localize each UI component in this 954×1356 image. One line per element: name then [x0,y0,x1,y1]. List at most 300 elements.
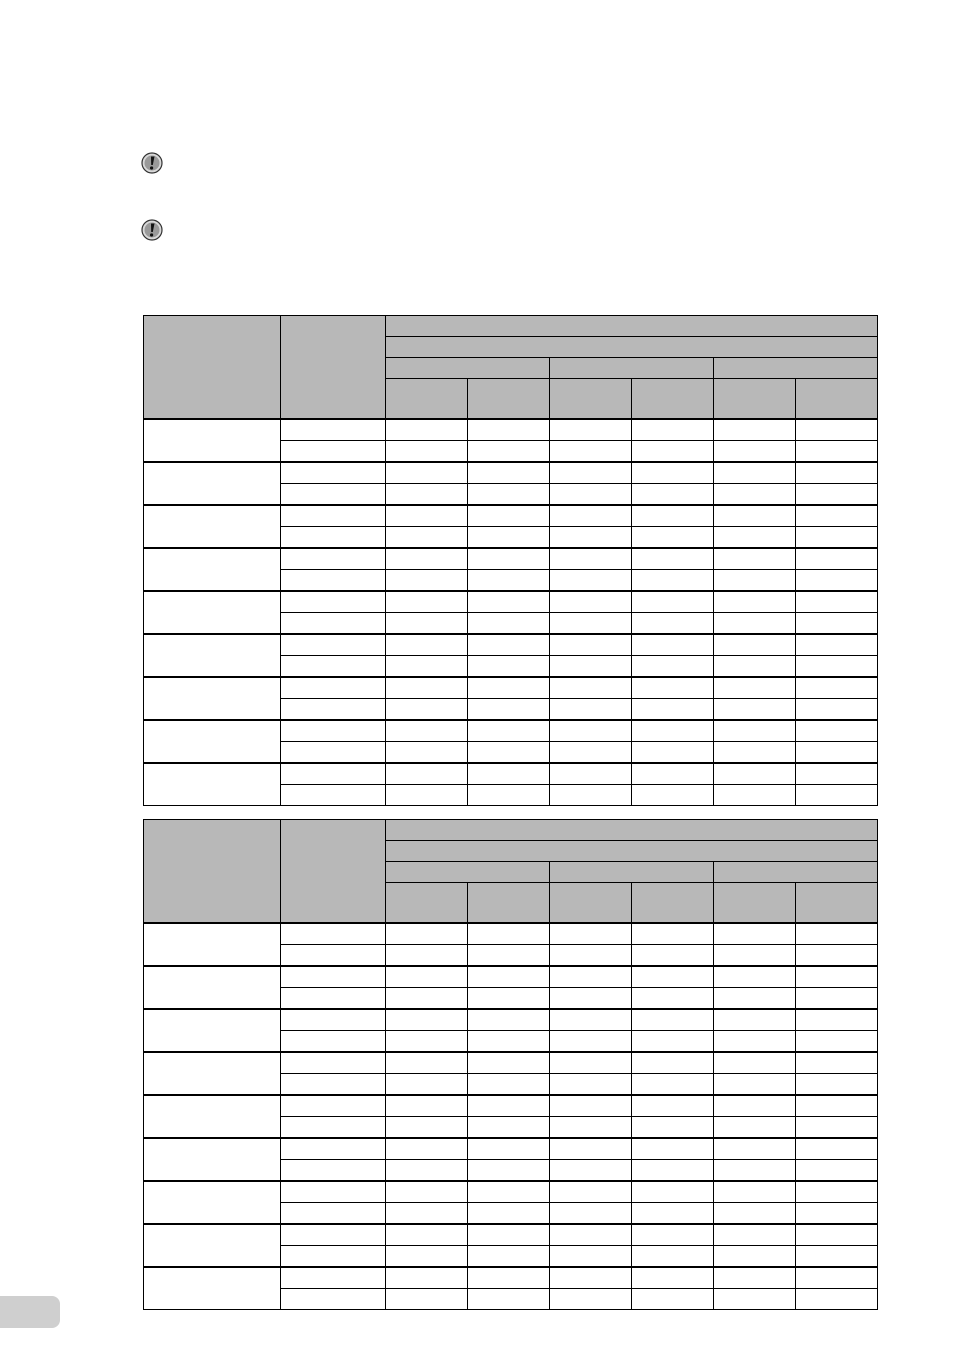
table-cell [632,1246,714,1268]
table-cell [550,548,632,570]
table-cell [386,1224,468,1246]
table-cell [468,1095,550,1117]
table-cell [386,1203,468,1225]
table-cell [714,945,796,967]
table-row [144,1224,878,1246]
table-cell [468,1052,550,1074]
table-cell [386,742,468,764]
table-cell [714,923,796,945]
table-cell [632,1138,714,1160]
header-leaf [796,883,878,924]
table-cell [468,945,550,967]
table-cell [632,1117,714,1139]
table-cell [714,1224,796,1246]
table-cell [386,1138,468,1160]
table-cell [632,1289,714,1310]
table-cell [468,1074,550,1096]
table-cell [550,945,632,967]
table-row [144,548,878,570]
table-cell [468,1224,550,1246]
table-cell [796,699,878,721]
table-row [144,1267,878,1289]
table-cell [386,1031,468,1053]
table-cell [386,1074,468,1096]
table-cell [386,656,468,678]
table-cell [714,677,796,699]
table-cell [386,945,468,967]
table-cell [386,548,468,570]
table-cell [386,1267,468,1289]
table-cell [386,505,468,527]
spec-table-2 [143,819,878,1310]
table-cell [386,966,468,988]
table-row [144,634,878,656]
table-cell [714,527,796,549]
table-row [144,720,878,742]
table-cell [632,570,714,592]
table-cell [714,699,796,721]
row-sub-label [281,1074,386,1096]
table-cell [550,923,632,945]
table-cell [550,720,632,742]
table-cell [468,441,550,463]
table-cell [796,419,878,441]
table-cell [714,1009,796,1031]
row-group-label [144,462,281,505]
table-cell [468,1203,550,1225]
row-sub-label [281,1203,386,1225]
table-cell [386,591,468,613]
header-leaf [632,379,714,420]
table-cell [632,1160,714,1182]
table-row [144,505,878,527]
table-cell [796,677,878,699]
header-sub-group [550,862,714,883]
table-cell [550,1031,632,1053]
table-row [144,763,878,785]
table-cell [550,1117,632,1139]
row-sub-label [281,548,386,570]
table-cell [796,484,878,506]
table-cell [632,1267,714,1289]
table-cell [468,527,550,549]
table-cell [796,527,878,549]
table-cell [468,613,550,635]
table-cell [468,1289,550,1310]
table-cell [714,742,796,764]
table-cell [550,988,632,1010]
table-cell [550,613,632,635]
table-cell [714,656,796,678]
header-leaf [714,379,796,420]
table-cell [796,945,878,967]
table-cell [796,785,878,806]
table-cell [632,763,714,785]
table-cell [550,1074,632,1096]
row-sub-label [281,1246,386,1268]
table-cell [796,763,878,785]
table-cell [714,484,796,506]
row-group-label [144,548,281,591]
row-sub-label [281,677,386,699]
table-cell [714,785,796,806]
row-sub-label [281,742,386,764]
table-cell [550,570,632,592]
table-cell [468,699,550,721]
row-sub-label [281,591,386,613]
table-cell [550,634,632,656]
row-sub-label [281,1117,386,1139]
table-cell [468,988,550,1010]
table-row [144,677,878,699]
table-cell [796,1074,878,1096]
table-cell [386,1009,468,1031]
table-cell [468,966,550,988]
header-leaf [796,379,878,420]
table-cell [632,1095,714,1117]
spec-table-1 [143,315,878,806]
table-cell [468,591,550,613]
header-leaf [468,883,550,924]
table-cell [468,1246,550,1268]
header-sub-group [714,358,878,379]
table-cell [550,742,632,764]
row-group-label [144,763,281,806]
table-cell [632,742,714,764]
table-cell [468,785,550,806]
table-cell [468,1009,550,1031]
table-cell [550,1289,632,1310]
row-group-label [144,677,281,720]
table-cell [796,1246,878,1268]
table-cell [632,677,714,699]
table-cell [468,1031,550,1053]
table-cell [796,591,878,613]
row-sub-label [281,419,386,441]
table-cell [714,613,796,635]
header-leaf [386,379,468,420]
header-sub-group [386,358,550,379]
table-cell [796,1138,878,1160]
table-cell [632,505,714,527]
header-group-1 [386,316,878,337]
header-leaf [468,379,550,420]
table-cell [386,1095,468,1117]
row-sub-label [281,1095,386,1117]
header-group-2 [386,337,878,358]
row-group-label [144,1224,281,1267]
row-group-label [144,1009,281,1052]
row-sub-label [281,1160,386,1182]
table-cell [632,1074,714,1096]
header-leaf [632,883,714,924]
row-sub-label [281,505,386,527]
table-cell [550,419,632,441]
header-col-a [144,820,281,924]
table-cell [550,966,632,988]
table-cell [796,1095,878,1117]
table-cell [468,763,550,785]
table-cell [796,1289,878,1310]
table-row [144,591,878,613]
table-cell [632,699,714,721]
table-cell [714,505,796,527]
table-cell [714,1289,796,1310]
row-group-label [144,505,281,548]
caution-icon [141,219,163,241]
table-cell [550,763,632,785]
table-cell [714,1031,796,1053]
table-cell [550,462,632,484]
table-cell [386,484,468,506]
table-cell [796,613,878,635]
table-cell [632,1224,714,1246]
table-cell [386,677,468,699]
table-cell [550,1052,632,1074]
table-cell [386,720,468,742]
table-cell [550,591,632,613]
table-cell [796,634,878,656]
table-cell [386,613,468,635]
table-cell [386,1246,468,1268]
table-cell [632,484,714,506]
table-cell [632,966,714,988]
table-row [144,966,878,988]
table-cell [714,441,796,463]
table-cell [386,570,468,592]
table-cell [714,1181,796,1203]
table-cell [632,441,714,463]
row-sub-label [281,720,386,742]
table-cell [386,634,468,656]
table-cell [796,1203,878,1225]
table-cell [468,720,550,742]
row-sub-label [281,570,386,592]
table-cell [550,1009,632,1031]
table-cell [796,742,878,764]
caution-icon [141,152,163,174]
table-cell [386,763,468,785]
table-cell [468,634,550,656]
table-cell [386,1160,468,1182]
table-cell [632,945,714,967]
table-cell [632,785,714,806]
header-sub-group [386,862,550,883]
row-sub-label [281,1289,386,1310]
row-sub-label [281,527,386,549]
table-cell [550,656,632,678]
table-cell [550,785,632,806]
table-cell [796,1052,878,1074]
table-cell [386,1052,468,1074]
row-group-label [144,1181,281,1224]
table-row [144,1052,878,1074]
table-cell [550,1160,632,1182]
table-cell [796,720,878,742]
row-sub-label [281,923,386,945]
table-cell [386,419,468,441]
table-cell [550,1138,632,1160]
table-cell [468,656,550,678]
table-cell [468,570,550,592]
table-cell [632,634,714,656]
table-cell [550,1095,632,1117]
table-cell [632,1052,714,1074]
table-cell [714,988,796,1010]
table-cell [796,966,878,988]
row-sub-label [281,1031,386,1053]
table-cell [714,763,796,785]
table-cell [632,462,714,484]
table-cell [714,720,796,742]
table-cell [632,419,714,441]
table-cell [714,462,796,484]
table-cell [714,1138,796,1160]
header-leaf [550,379,632,420]
table-cell [796,1160,878,1182]
row-sub-label [281,634,386,656]
table-cell [796,1009,878,1031]
table-cell [468,1138,550,1160]
table-cell [714,1246,796,1268]
row-sub-label [281,484,386,506]
row-sub-label [281,945,386,967]
table-cell [468,1117,550,1139]
table-cell [632,613,714,635]
row-sub-label [281,1052,386,1074]
table-row [144,1095,878,1117]
row-sub-label [281,1009,386,1031]
row-sub-label [281,462,386,484]
table-cell [796,1224,878,1246]
row-group-label [144,720,281,763]
header-leaf [714,883,796,924]
table-cell [386,1181,468,1203]
table-row [144,419,878,441]
table-cell [714,1074,796,1096]
table-cell [386,988,468,1010]
table-cell [714,570,796,592]
header-col-a [144,316,281,420]
header-group-2 [386,841,878,862]
row-sub-label [281,1181,386,1203]
table-cell [468,923,550,945]
header-leaf [550,883,632,924]
row-group-label [144,419,281,462]
row-sub-label [281,966,386,988]
table-cell [632,591,714,613]
table-cell [796,923,878,945]
table-cell [550,1246,632,1268]
table-cell [386,1289,468,1310]
table-row [144,1009,878,1031]
table-cell [386,923,468,945]
table-cell [468,462,550,484]
table-cell [550,1203,632,1225]
row-sub-label [281,785,386,806]
header-group-1 [386,820,878,841]
table-cell [796,570,878,592]
table-cell [550,505,632,527]
header-col-b [281,820,386,924]
table-cell [796,505,878,527]
row-group-label [144,1138,281,1181]
table-cell [468,505,550,527]
table-cell [714,591,796,613]
header-sub-group [550,358,714,379]
table-cell [632,923,714,945]
table-cell [796,1267,878,1289]
table-cell [796,656,878,678]
table-cell [468,548,550,570]
table-cell [468,1181,550,1203]
row-group-label [144,923,281,966]
table-cell [632,548,714,570]
row-sub-label [281,1138,386,1160]
table-row [144,923,878,945]
table-cell [550,677,632,699]
row-group-label [144,634,281,677]
table-cell [386,785,468,806]
header-leaf [386,883,468,924]
table-cell [468,419,550,441]
table-cell [796,1031,878,1053]
table-cell [632,1009,714,1031]
table-cell [550,1181,632,1203]
table-cell [550,527,632,549]
header-sub-group [714,862,878,883]
table-row [144,1181,878,1203]
table-cell [468,742,550,764]
table-cell [386,527,468,549]
table-cell [386,462,468,484]
table-cell [714,1095,796,1117]
table-cell [632,527,714,549]
table-cell [714,634,796,656]
table-cell [632,656,714,678]
table-cell [550,484,632,506]
row-sub-label [281,656,386,678]
table-cell [796,462,878,484]
table-cell [714,966,796,988]
table-cell [468,1160,550,1182]
table-cell [468,677,550,699]
table-cell [632,1203,714,1225]
table-cell [550,1267,632,1289]
table-cell [714,1117,796,1139]
row-group-label [144,591,281,634]
row-group-label [144,1267,281,1310]
table-cell [550,441,632,463]
table-cell [796,988,878,1010]
table-cell [714,1052,796,1074]
row-group-label [144,966,281,1009]
row-sub-label [281,1224,386,1246]
table-cell [714,419,796,441]
table-cell [632,1031,714,1053]
table-cell [386,441,468,463]
table-cell [796,1117,878,1139]
row-sub-label [281,763,386,785]
row-sub-label [281,988,386,1010]
table-cell [714,1203,796,1225]
row-group-label [144,1095,281,1138]
table-cell [714,1267,796,1289]
page-number-tab [0,1296,60,1328]
table-row [144,462,878,484]
table-cell [632,988,714,1010]
table-cell [632,720,714,742]
